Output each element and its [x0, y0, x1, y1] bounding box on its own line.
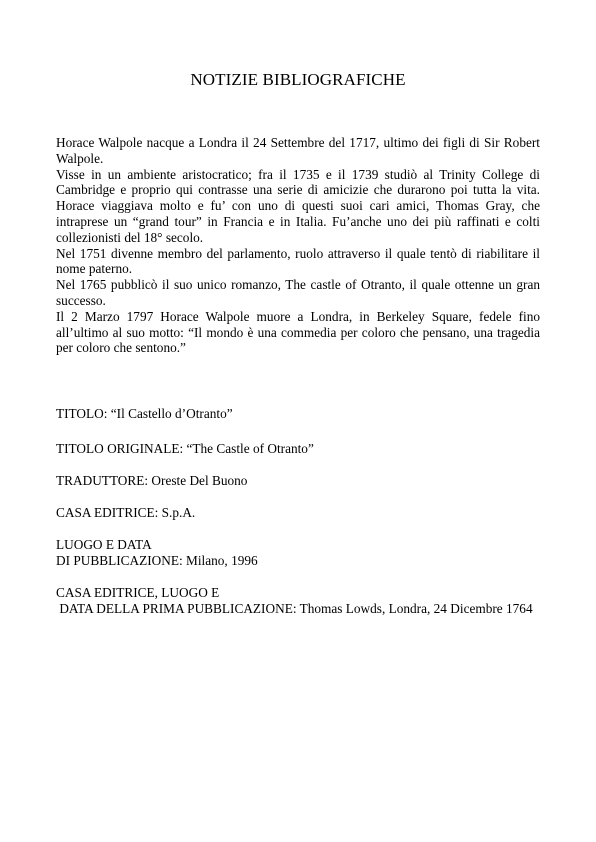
- bio-paragraph-birth: Horace Walpole nacque a Londra il 24 Settembre del 1717, ultimo dei figli di Sir Robert Walpole.: [56, 135, 540, 166]
- detail-titolo-text: TITOLO: “Il Castello d’Otranto”: [56, 406, 233, 421]
- detail-titolo-originale-text: TITOLO ORIGINALE: “The Castle of Otranto”: [56, 441, 314, 456]
- detail-traduttore-text: TRADUTTORE: Oreste Del Buono: [56, 473, 248, 488]
- detail-casa-editrice-text: CASA EDITRICE: S.p.A.: [56, 505, 196, 520]
- detail-luogo-data-line1: LUOGO E DATA: [56, 537, 152, 552]
- biography-section: [56, 135, 540, 356]
- page-title: NOTIZIE BIBLIOGRAFICHE: [190, 70, 406, 89]
- detail-prima-pubblicazione-line1: CASA EDITRICE, LUOGO E: [56, 585, 220, 600]
- detail-luogo-data: [56, 537, 540, 569]
- bio-paragraph-education: Visse in un ambiente aristocratico; fra il 1735 e il 1739 studiò al Trinity College di Cambridge e proprio qui contrasse una serie di amicizie che durarono poi tutta la vita. Horace viaggiava molto e fu’ con uno di questi suoi cari amici, Thomas Gray, che intraprese un “grand tour” in Francia e in Italia. Fu’anche uno dei più raffinati e colti collezionisti del 18° secolo.: [56, 166, 540, 245]
- detail-casa-editrice: [56, 505, 540, 521]
- detail-traduttore: [56, 473, 540, 489]
- bio-paragraph-novel: Nel 1765 pubblicò il suo unico romanzo, The castle of Otranto, il quale ottenne un gran successo.: [56, 277, 540, 308]
- detail-titolo-originale: [56, 441, 540, 457]
- detail-titolo: [56, 406, 540, 422]
- bio-paragraph-death: Il 2 Marzo 1797 Horace Walpole muore a Londra, in Berkeley Square, fedele fino all’ultimo al suo motto: “Il mondo è una commedia per coloro che pensano, una tragedia per coloro che sentono.”: [56, 308, 540, 356]
- bio-paragraph-parliament: Nel 1751 divenne membro del parlamento, ruolo attraverso il quale tentò di riabilitare il nome paterno.: [56, 245, 540, 277]
- detail-luogo-data-line2: DI PUBBLICAZIONE: Milano, 1996: [56, 552, 258, 568]
- detail-prima-pubblicazione-line2: DATA DELLA PRIMA PUBBLICAZIONE: Thomas Lowds, Londra, 24 Dicembre 1764: [56, 600, 533, 616]
- detail-prima-pubblicazione: [56, 585, 540, 617]
